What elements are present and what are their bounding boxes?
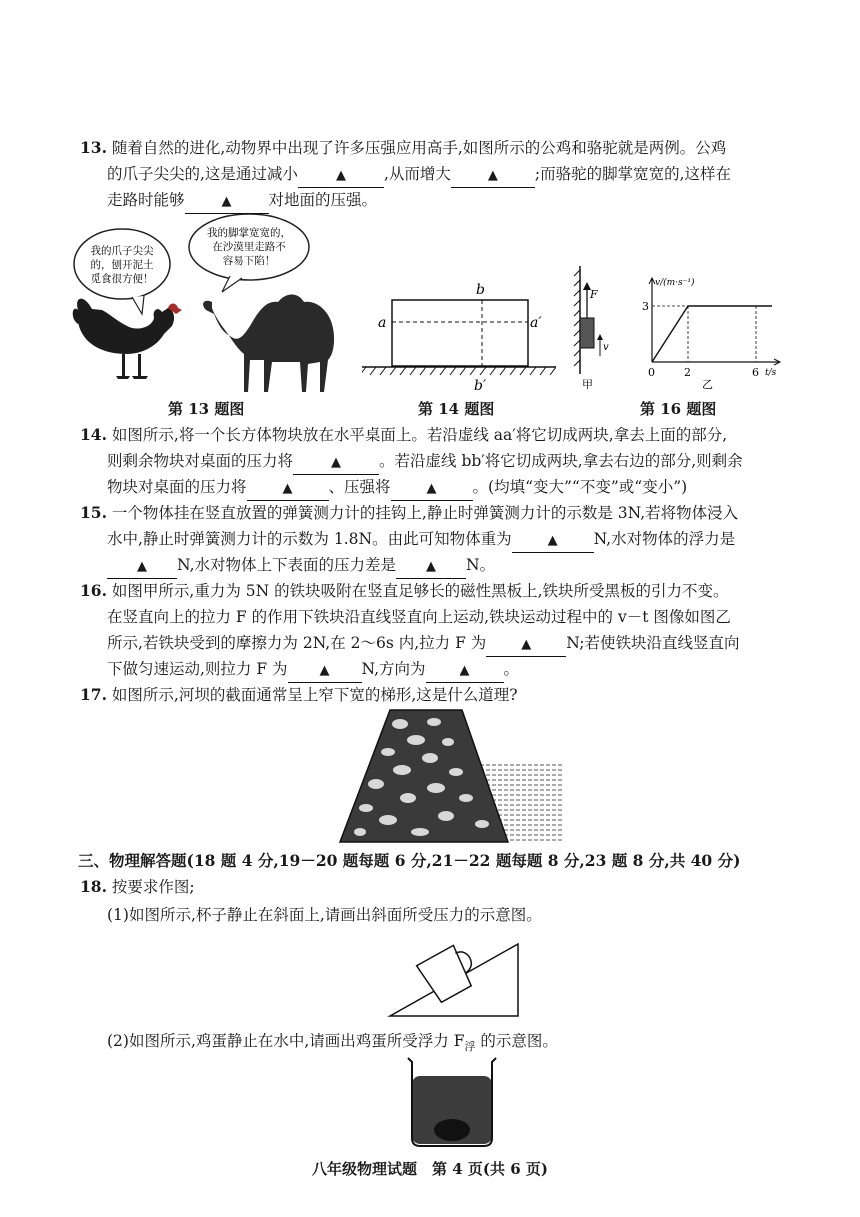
camel-illustration: [203, 295, 334, 393]
svg-text:t/s: t/s: [765, 368, 777, 378]
answer-blank[interactable]: ▲: [512, 528, 594, 553]
camel-bubble-line3: 容易下陷！: [222, 255, 276, 267]
cup-on-incline: [386, 926, 522, 1020]
camel-bubble-line2: 在沙漠里走路不: [212, 241, 286, 253]
rooster-illustration: [73, 299, 182, 379]
q14-line3: 物块对桌面的压力将 ▲ 、压强将 ▲ 。(均填“变大”“不变”或“变小”): [107, 476, 687, 501]
caption-fig14: 第 14 题图: [418, 400, 495, 418]
q18-part1: (1)如图所示,杯子静止在斜面上,请画出斜面所受压力的示意图。: [107, 906, 542, 924]
svg-text:v/(m·s⁻¹): v/(m·s⁻¹): [655, 278, 695, 288]
svg-text:F: F: [590, 288, 598, 301]
svg-text:3: 3: [642, 300, 649, 313]
camel-bubble-line1: 我的脚掌宽宽的，: [207, 227, 291, 239]
label-yi: 乙: [702, 378, 713, 391]
q16-line4: 下做匀速运动,则拉力 F 为 ▲ N,方向为 ▲ 。: [107, 658, 519, 683]
label-a-prime: a′: [530, 315, 542, 331]
beaker-with-egg: [404, 1054, 500, 1148]
q13-line3: 走路时能够 ▲ 对地面的压强。: [107, 189, 377, 214]
fig14-block: [362, 278, 556, 393]
section-3-heading: 三、物理解答题(18 题 4 分,19－20 题每题 6 分,21－22 题每题 8 分,23 题 8 分,共 40 分): [78, 851, 741, 870]
q16-line3: 所示,若铁块受到的摩擦力为 2N,在 2～6s 内,拉力 F 为 ▲ N;若使铁块沿直线竖直向: [107, 632, 740, 657]
egg: [434, 1119, 470, 1141]
q16-line2: 在竖直向上的拉力 F 的作用下铁块沿直线竖直向上运动,铁块运动过程中的 v－t 图像如图乙: [107, 608, 731, 626]
q14-line2: 则剩余物块对桌面的压力将 ▲ 。若沿虚线 bb′将它切成两块,拿去右边的部分,则剩余: [107, 450, 743, 475]
q16-line1: 16. 如图甲所示,重力为 5N 的铁块吸附在竖直足够长的磁性黑板上,铁块所受黑板的引力不变。: [80, 581, 729, 600]
q15-line2: 水中,静止时弹簧测力计的示数为 1.8N。由此可知物体重为 ▲ N,水对物体的浮力是: [107, 528, 735, 553]
answer-blank[interactable]: ▲: [298, 163, 384, 188]
answer-blank[interactable]: ▲: [288, 658, 362, 683]
rooster-bubble-line1: 我的爪子尖尖: [90, 245, 154, 257]
q14-line1: 14. 如图所示,将一个长方体物块放在水平桌面上。若沿虚线 aa′将它切成两块,拿去上面的部分,: [80, 425, 728, 444]
svg-text:6: 6: [752, 366, 759, 379]
rooster-bubble-line3: 觅食很方便！: [90, 273, 154, 285]
dam-cross-section: [336, 708, 566, 844]
label-jia: 甲: [582, 378, 593, 391]
q15-line1: 15. 一个物体挂在竖直放置的弹簧测力计的挂钩上,静止时弹簧测力计的示数是 3N,若将物体浸入: [80, 503, 739, 522]
vt-curve: [652, 306, 772, 362]
answer-blank[interactable]: ▲: [451, 163, 535, 188]
answer-blank[interactable]: ▲: [391, 476, 473, 501]
fig16-jia-iron-block: [562, 262, 612, 397]
page-footer: 八年级物理试题 第 4 页(共 6 页): [312, 1160, 548, 1178]
label-a: a: [378, 315, 387, 331]
q13-line1: 13. 随着自然的进化,动物界中出现了许多压强应用高手,如图所示的公鸡和骆驼就是两例。公鸡: [80, 138, 727, 157]
answer-blank[interactable]: ▲: [293, 450, 379, 475]
q18-part2: (2)如图所示,鸡蛋静止在水中,请画出鸡蛋所受浮力 $F_浮$ 的示意图。: [107, 1032, 558, 1054]
q13-line2: 的爪子尖尖的,这是通过减小 ▲ ,从而增大 ▲ ;而骆驼的脚掌宽宽的,这样在: [107, 163, 731, 188]
label-b: b: [476, 282, 485, 298]
svg-text:2: 2: [684, 366, 691, 379]
label-b-prime: b′: [474, 378, 487, 393]
answer-blank[interactable]: ▲: [107, 554, 177, 579]
svg-text:v: v: [603, 342, 609, 353]
caption-fig13: 第 13 题图: [168, 400, 245, 418]
answer-blank[interactable]: ▲: [185, 189, 269, 214]
caption-fig16: 第 16 题图: [640, 400, 717, 418]
answer-blank[interactable]: ▲: [486, 632, 566, 657]
answer-blank[interactable]: ▲: [426, 658, 504, 683]
fig13-rooster-camel: [72, 214, 357, 394]
fig16-yi-vt-graph: [632, 270, 782, 396]
q17-line: 17. 如图所示,河坝的截面通常呈上窄下宽的梯形,这是什么道理?: [80, 685, 518, 704]
block-rectangle: [392, 300, 528, 366]
answer-blank[interactable]: ▲: [247, 476, 329, 501]
q18-line: 18. 按要求作图;: [80, 877, 195, 896]
svg-text:0: 0: [648, 366, 655, 379]
answer-blank[interactable]: ▲: [396, 554, 466, 579]
rooster-bubble-line2: 的，刨开泥土: [90, 259, 154, 271]
iron-block: [580, 318, 594, 348]
q15-line3: ▲ N,水对物体上下表面的压力差是 ▲ N。: [107, 554, 495, 579]
